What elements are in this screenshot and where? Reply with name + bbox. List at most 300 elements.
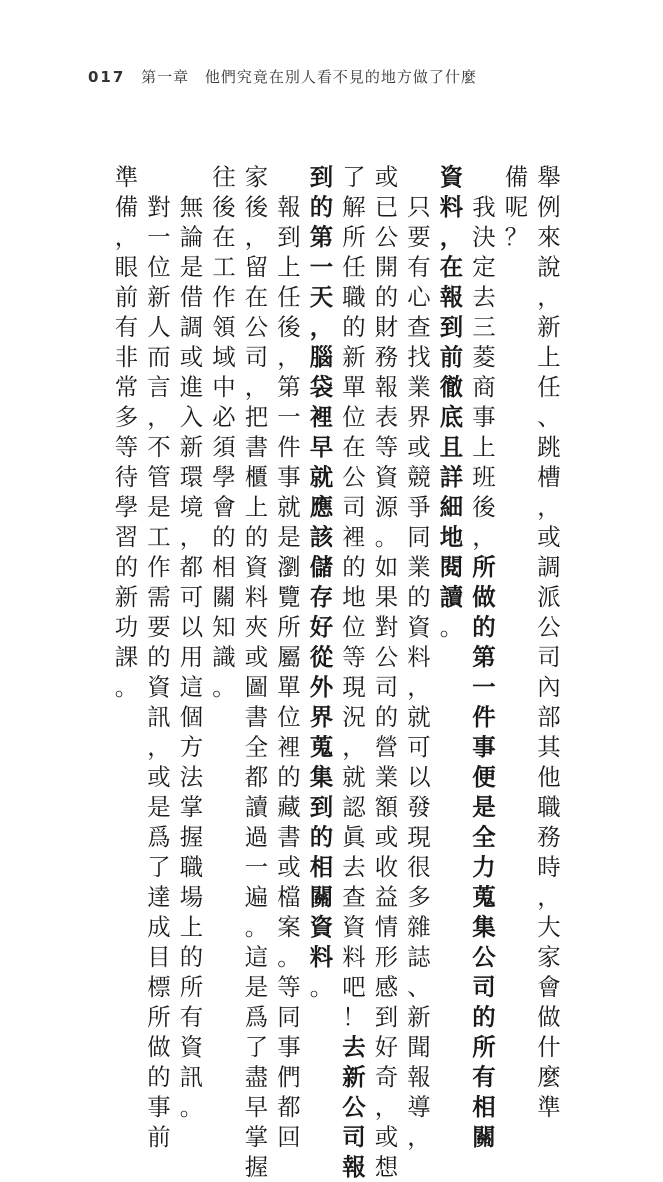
character: 功 (114, 613, 139, 641)
text-column (534, 162, 564, 1122)
character: 。 (439, 613, 464, 641)
character: 準 (114, 163, 139, 191)
character: 料 (439, 193, 464, 221)
character: 說 (537, 253, 561, 281)
character: 等 (114, 433, 139, 461)
character: ， (407, 1123, 431, 1151)
character: 標 (147, 973, 171, 1001)
character: 事 (277, 463, 301, 491)
character: 而 (147, 343, 171, 371)
character: 的 (147, 643, 171, 671)
text-column (437, 162, 467, 642)
character: 事 (277, 1033, 301, 1061)
character: ， (472, 523, 496, 551)
character: 界 (407, 403, 431, 431)
character: 有 (179, 1003, 204, 1031)
character: 書 (244, 433, 269, 461)
character: 司 (244, 343, 269, 371)
character: 益 (374, 883, 399, 911)
character: 額 (374, 793, 399, 821)
character: 夾 (244, 613, 269, 641)
character: 上 (244, 493, 269, 521)
character: 盡 (244, 1063, 269, 1091)
character: 要 (147, 613, 171, 641)
character: 任 (277, 283, 301, 311)
character: 學 (114, 493, 139, 521)
character: 調 (179, 313, 204, 341)
character: 書 (277, 823, 301, 851)
character: 資 (342, 913, 366, 941)
character: 們 (277, 1063, 301, 1091)
character: 司 (472, 973, 496, 1001)
character: 讀 (244, 793, 269, 821)
character: 外 (309, 673, 334, 701)
character: 資 (147, 673, 171, 701)
character: 公 (342, 1093, 366, 1121)
character: ， (147, 733, 171, 761)
text-column (307, 162, 337, 1002)
character: 上 (537, 343, 561, 371)
character: 麼 (537, 1063, 561, 1091)
character: 查 (342, 883, 366, 911)
character: 是 (472, 793, 496, 821)
character: 作 (147, 553, 171, 581)
character: 會 (537, 973, 561, 1001)
character: 目 (147, 943, 171, 971)
character: 一 (277, 403, 301, 431)
character (274, 162, 304, 192)
running-header (88, 66, 477, 87)
character: 這 (244, 943, 269, 971)
character: 爭 (407, 493, 431, 521)
character: 已 (374, 193, 399, 221)
character: 應 (309, 493, 334, 521)
character: 了 (147, 853, 171, 881)
character: ， (374, 1093, 399, 1121)
character: 務 (374, 343, 399, 371)
character: 去 (342, 1033, 366, 1061)
character: 前 (439, 343, 464, 371)
character: ， (537, 883, 561, 911)
character: 。 (374, 523, 399, 551)
character: 形 (374, 943, 399, 971)
character: 關 (472, 1123, 496, 1151)
character: 到 (309, 163, 334, 191)
character: 情 (374, 913, 399, 941)
character: 多 (114, 403, 139, 431)
character: 是 (147, 493, 171, 521)
character: 成 (147, 913, 171, 941)
character: 該 (309, 523, 334, 551)
character: 什 (537, 1033, 561, 1061)
character: 其 (537, 733, 561, 761)
character: 雜 (407, 913, 431, 941)
character: 在 (212, 223, 236, 251)
character: 無 (179, 193, 204, 221)
character: 報 (277, 193, 301, 221)
character: 都 (277, 1093, 301, 1121)
character: 爲 (147, 823, 171, 851)
character: 在 (244, 283, 269, 311)
character: 資 (244, 553, 269, 581)
character: 知 (212, 613, 236, 641)
character: 藏 (277, 793, 301, 821)
character: 學 (212, 463, 236, 491)
character: 誌 (407, 943, 431, 971)
character: 我 (472, 193, 496, 221)
text-column (274, 162, 304, 1152)
character: 、 (407, 973, 431, 1001)
character: 言 (147, 373, 171, 401)
character: 等 (374, 433, 399, 461)
character: 工 (212, 253, 236, 281)
character: 就 (407, 703, 431, 731)
character: 借 (179, 283, 204, 311)
character: 班 (472, 463, 496, 491)
text-column (144, 162, 174, 1152)
character: 眼 (114, 253, 139, 281)
character: 就 (277, 493, 301, 521)
character: 一 (147, 223, 171, 251)
character: 後 (212, 193, 236, 221)
character: 檔 (277, 883, 301, 911)
character: 爲 (244, 1003, 269, 1031)
character: 呢 (504, 193, 529, 221)
character: 同 (277, 1003, 301, 1031)
character: 想 (374, 1153, 399, 1181)
character: 料 (244, 583, 269, 611)
character: 同 (407, 523, 431, 551)
character: 所 (472, 1033, 496, 1061)
character: 掌 (179, 793, 204, 821)
character: 舉 (537, 163, 561, 191)
character: 位 (277, 703, 301, 731)
character: 有 (472, 1063, 496, 1091)
character: 資 (179, 1033, 204, 1061)
character: 來 (537, 223, 561, 251)
character: 事 (472, 403, 496, 431)
character: 做 (472, 583, 496, 611)
character: 或 (407, 433, 431, 461)
character: 全 (244, 733, 269, 761)
text-column (502, 162, 532, 252)
character: 新 (147, 283, 171, 311)
character: 新 (407, 1003, 431, 1031)
character: ， (277, 343, 301, 371)
character (144, 162, 174, 192)
character: 需 (147, 583, 171, 611)
character: 早 (244, 1093, 269, 1121)
character: 或 (537, 523, 561, 551)
character: 的 (309, 823, 334, 851)
text-column (112, 162, 142, 702)
character: 以 (407, 763, 431, 791)
character: 前 (114, 283, 139, 311)
character: 。 (309, 973, 334, 1001)
character: ， (114, 223, 139, 251)
character: 。 (277, 943, 301, 971)
character: 對 (374, 613, 399, 641)
character: 個 (179, 703, 204, 731)
character: 以 (179, 613, 204, 641)
character: ， (244, 223, 269, 251)
character: 瀏 (277, 553, 301, 581)
character: 或 (374, 163, 399, 191)
character: 徹 (439, 373, 464, 401)
character: 是 (179, 253, 204, 281)
character: 中 (212, 373, 236, 401)
character: 裡 (277, 733, 301, 761)
character: 位 (342, 403, 366, 431)
character: 了 (244, 1033, 269, 1061)
text-column (339, 162, 369, 1182)
character: 待 (114, 463, 139, 491)
character: 財 (374, 313, 399, 341)
character: 的 (244, 523, 269, 551)
character: 多 (407, 883, 431, 911)
character: 上 (179, 913, 204, 941)
text-column (177, 162, 207, 1122)
character: 的 (212, 523, 236, 551)
character: 解 (342, 193, 366, 221)
character: 識 (212, 643, 236, 671)
character: 務 (537, 823, 561, 851)
character: ， (537, 283, 561, 311)
character: 職 (342, 283, 366, 311)
character: 新 (342, 1063, 366, 1091)
character: 新 (114, 583, 139, 611)
character: 第 (277, 373, 301, 401)
character: 公 (244, 313, 269, 341)
character: 腦 (309, 343, 334, 371)
character: 集 (472, 913, 496, 941)
character: ， (439, 223, 464, 251)
character: 資 (374, 463, 399, 491)
character: 報 (439, 283, 464, 311)
character: 或 (179, 343, 204, 371)
character: 圖 (244, 673, 269, 701)
character: 件 (277, 433, 301, 461)
character: 時 (537, 853, 561, 881)
character: 職 (179, 853, 204, 881)
character: 的 (472, 1003, 496, 1031)
character: 、 (537, 403, 561, 431)
character: 便 (472, 763, 496, 791)
character: 域 (212, 343, 236, 371)
character: 的 (342, 313, 366, 341)
character: 備 (504, 163, 529, 191)
character: ？ (504, 223, 529, 251)
character: 裡 (309, 403, 334, 431)
character: 閱 (439, 553, 464, 581)
character: 往 (212, 163, 236, 191)
character: 公 (374, 223, 399, 251)
text-column (404, 162, 434, 1152)
character: 吧 (342, 973, 366, 1001)
character: 好 (374, 1033, 399, 1061)
character: 就 (309, 463, 334, 491)
character: 課 (114, 643, 139, 671)
character: 可 (179, 583, 204, 611)
character: 案 (277, 913, 301, 941)
character: 大 (537, 913, 561, 941)
character: 的 (179, 943, 204, 971)
character: 一 (244, 853, 269, 881)
character: 等 (342, 643, 366, 671)
character: 界 (309, 703, 334, 731)
character: 到 (374, 1003, 399, 1031)
character: 一 (472, 673, 496, 701)
character: 一 (309, 253, 334, 281)
character: 例 (537, 193, 561, 221)
character: 必 (212, 403, 236, 431)
character: 到 (309, 793, 334, 821)
character: 後 (244, 193, 269, 221)
character: ， (147, 403, 171, 431)
character: 等 (277, 973, 301, 1001)
character: 公 (374, 643, 399, 671)
character: 裡 (342, 523, 366, 551)
character: 現 (342, 673, 366, 701)
chapter-title: 他們究竟在別人看不見的地方做了什麼 (204, 68, 477, 86)
character: 任 (342, 253, 366, 281)
character: 的 (147, 1063, 171, 1091)
character: 蒐 (309, 733, 334, 761)
character: 定 (472, 253, 496, 281)
character: 儲 (309, 553, 334, 581)
character: 競 (407, 463, 431, 491)
character: 內 (537, 673, 561, 701)
character: 眞 (342, 823, 366, 851)
chapter-label: 第一章 (141, 68, 190, 86)
character: 要 (407, 223, 431, 251)
character: 導 (407, 1093, 431, 1121)
character: 料 (407, 643, 431, 671)
character: 果 (374, 583, 399, 611)
character: 司 (342, 1123, 366, 1151)
text-column (372, 162, 402, 1182)
character: 所 (342, 223, 366, 251)
character: 新 (537, 313, 561, 341)
character: 覽 (277, 583, 301, 611)
character: 資 (309, 913, 334, 941)
character: 查 (407, 313, 431, 341)
character: 家 (537, 943, 561, 971)
character: 報 (407, 1063, 431, 1091)
character: 上 (277, 253, 301, 281)
character: 常 (114, 373, 139, 401)
character: 作 (212, 283, 236, 311)
character: 把 (244, 403, 269, 431)
character: 到 (277, 223, 301, 251)
character: 。 (179, 1093, 204, 1121)
character: 表 (374, 403, 399, 431)
character: 事 (472, 733, 496, 761)
character: 不 (147, 433, 171, 461)
character: 或 (374, 823, 399, 851)
character: 都 (179, 553, 204, 581)
character: 力 (472, 853, 496, 881)
character: 單 (342, 373, 366, 401)
character: 是 (277, 523, 301, 551)
character: 去 (342, 853, 366, 881)
character: 袋 (309, 373, 334, 401)
character: ， (407, 673, 431, 701)
character (177, 162, 207, 192)
character: 進 (179, 373, 204, 401)
character: 管 (147, 463, 171, 491)
character: 人 (147, 313, 171, 341)
character: 訊 (179, 1063, 204, 1091)
character: 詳 (439, 463, 464, 491)
character: 司 (342, 493, 366, 521)
character: 過 (244, 823, 269, 851)
character: ， (537, 493, 561, 521)
character: 商 (472, 373, 496, 401)
character: 細 (439, 493, 464, 521)
text-column (242, 162, 272, 1182)
character: 的 (114, 553, 139, 581)
character: 底 (439, 403, 464, 431)
character: 有 (407, 253, 431, 281)
character: 或 (147, 763, 171, 791)
character: 資 (439, 163, 464, 191)
character: 早 (309, 433, 334, 461)
character: 決 (472, 223, 496, 251)
character: 準 (537, 1093, 561, 1121)
character: 任 (537, 373, 561, 401)
character: ， (179, 523, 204, 551)
character: 後 (277, 313, 301, 341)
character: 相 (212, 553, 236, 581)
character: 存 (309, 583, 334, 611)
character: 習 (114, 523, 139, 551)
character: 職 (537, 793, 561, 821)
character: 相 (472, 1093, 496, 1121)
text-column (469, 162, 499, 1152)
character: 開 (374, 253, 399, 281)
character: 的 (342, 553, 366, 581)
character: 司 (537, 643, 561, 671)
character: 資 (407, 613, 431, 641)
character: 備 (114, 193, 139, 221)
text-column (209, 162, 239, 702)
character: 地 (439, 523, 464, 551)
character: 遍 (244, 883, 269, 911)
character: 握 (179, 823, 204, 851)
character (404, 162, 434, 192)
character: 部 (537, 703, 561, 731)
character: 的 (374, 703, 399, 731)
character: 司 (374, 673, 399, 701)
character: 發 (407, 793, 431, 821)
character: 對 (147, 193, 171, 221)
character: 所 (147, 1003, 171, 1031)
character: 公 (342, 463, 366, 491)
character: 後 (472, 493, 496, 521)
character: 。 (212, 673, 236, 701)
character: 源 (374, 493, 399, 521)
character: 報 (374, 373, 399, 401)
character: 有 (114, 313, 139, 341)
character: 櫃 (244, 463, 269, 491)
character: 料 (309, 943, 334, 971)
character: 非 (114, 343, 139, 371)
character: 訊 (147, 703, 171, 731)
character: 業 (407, 553, 431, 581)
character: 地 (342, 583, 366, 611)
character: 如 (374, 553, 399, 581)
